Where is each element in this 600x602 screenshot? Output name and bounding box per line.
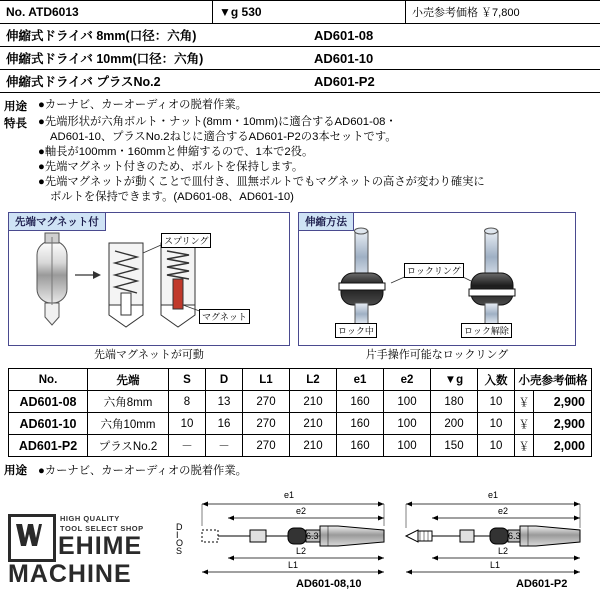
price-label: 小売参考価格 ￥7,800 [412, 7, 520, 19]
feature-line: ボルトを保持できます。(AD601-08、AD601-10) [50, 191, 294, 204]
logo-name-1: EHIME [58, 532, 143, 561]
cell-g: 150 [431, 435, 478, 457]
dim-l1: L1 [490, 560, 501, 571]
dim-o: O [176, 538, 184, 549]
spec-table [8, 368, 592, 457]
cell-l1: 270 [243, 391, 290, 413]
use-bottom-row [4, 462, 600, 478]
header-bar [0, 0, 600, 24]
cell-e1: 160 [337, 435, 384, 457]
cell-d: 16 [206, 413, 243, 435]
th-qty: 入数 [478, 369, 515, 391]
cell-e2: 100 [384, 413, 431, 435]
caption-right: 片手操作可能なロックリング [365, 349, 509, 362]
cell-e2: 100 [384, 435, 431, 457]
th-no: No. [9, 369, 88, 391]
cell-d: － [206, 435, 243, 457]
feature-line: ●先端形状が六角ボルト・ナット(8mm・10mm)に適合するAD601-08・ [38, 116, 397, 128]
label-spring: スプリング [161, 233, 211, 248]
logo-tagline-2: TOOL SELECT SHOP [60, 524, 144, 534]
panel-title: 先端マグネット付 [8, 212, 106, 231]
th-price: 小売参考価格 [515, 369, 592, 391]
dim-e2: e2 [296, 506, 307, 517]
logo [8, 498, 178, 589]
product-code: AD601-10 [314, 50, 374, 66]
cell-s: － [169, 435, 206, 457]
cell-g: 180 [431, 391, 478, 413]
cell-e2: 100 [384, 391, 431, 413]
caption-left: 先端マグネットが可動 [94, 349, 204, 362]
dim-l1: L1 [288, 560, 299, 571]
product-row [0, 47, 600, 70]
use-row [4, 98, 596, 114]
label-magnet: マグネット [199, 309, 250, 324]
drawing-area [0, 480, 600, 602]
dim-d: D [176, 522, 183, 533]
product-name: 伸縮式ドライバ プラスNo.2 [6, 75, 161, 89]
cell-l2: 210 [290, 435, 337, 457]
drawing-caption-2: AD601-P2 [516, 578, 568, 591]
cell-no: AD601-10 [9, 413, 88, 435]
dim-i: I [176, 530, 179, 541]
dim-e1: e1 [488, 490, 499, 501]
feature-row [4, 115, 596, 205]
product-number: No. ATD6013 [0, 1, 213, 23]
cell-yen: ￥ [515, 391, 534, 413]
cell-l2: 210 [290, 391, 337, 413]
th-g: ▼g [431, 369, 478, 391]
product-name: 伸縮式ドライバ 8mm(口径：六角) [6, 29, 197, 43]
drawing-ad601-p2 [398, 480, 596, 591]
th-l1: L1 [243, 369, 290, 391]
drawing-ad601-08-10 [176, 480, 398, 591]
cell-tip: 六角8mm [88, 391, 169, 413]
cell-price: 2,000 [534, 435, 592, 457]
description-block [0, 93, 600, 208]
use-bottom-label: 用途 [4, 465, 27, 478]
cell-qty: 10 [478, 391, 515, 413]
panel-extension-method [298, 212, 576, 346]
panel-title: 伸縮方法 [298, 212, 354, 231]
figure-panels [0, 208, 600, 346]
weight-value: ▼g 530 [213, 1, 406, 23]
feature-line: AD601-10、プラスNo.2ねじに適合するAD601-P2の3本セットです。 [50, 131, 397, 144]
cell-l1: 270 [243, 413, 290, 435]
logo-glyph-icon [14, 520, 44, 550]
table-header-row [9, 369, 592, 391]
use-bottom-text: ●カーナビ、カーオーディオの脱着作業。 [38, 465, 247, 478]
cell-s: 10 [169, 413, 206, 435]
th-tip: 先端 [88, 369, 169, 391]
dim-s: S [176, 546, 183, 557]
th-d: D [206, 369, 243, 391]
cell-tip: プラスNo.2 [88, 435, 169, 457]
label-lock-ring: ロックリング [404, 263, 464, 278]
cell-qty: 10 [478, 413, 515, 435]
feature-line: ●先端マグネット付きのため、ボルトを保持します。 [38, 161, 304, 174]
product-row [0, 70, 600, 93]
cell-no: AD601-P2 [9, 435, 88, 457]
panel-captions [0, 346, 600, 362]
table-row [9, 413, 592, 435]
dim-e2: e2 [498, 506, 509, 517]
dim-l2: L2 [498, 546, 509, 557]
cell-l1: 270 [243, 435, 290, 457]
cell-yen: ￥ [515, 435, 534, 457]
table-row [9, 435, 592, 457]
th-l2: L2 [290, 369, 337, 391]
cell-s: 8 [169, 391, 206, 413]
dim-6-3: 6.3 [306, 531, 319, 542]
use-label: 用途 [4, 101, 27, 113]
label-unlocked: ロック解除 [461, 323, 512, 338]
cell-price: 2,900 [534, 391, 592, 413]
drawing-caption-1: AD601-08,10 [296, 578, 362, 591]
cell-e1: 160 [337, 391, 384, 413]
cell-qty: 10 [478, 435, 515, 457]
cell-g: 200 [431, 413, 478, 435]
table-row [9, 391, 592, 413]
panel-tip-magnet [8, 212, 290, 346]
cell-l2: 210 [290, 413, 337, 435]
cell-tip: 六角10mm [88, 413, 169, 435]
label-locked: ロック中 [335, 323, 377, 338]
feature-line: ●軸長が100mm・160mmと伸縮するので、1本で2役。 [38, 146, 314, 159]
th-s: S [169, 369, 206, 391]
dim-6-3: 6.3 [508, 531, 521, 542]
th-e1: e1 [337, 369, 384, 391]
feature-line: ●先端マグネットが動くことで皿付き、皿無ボルトでもマグネットの高さが変わり確実に [38, 176, 485, 189]
dim-e1: e1 [284, 490, 295, 501]
cell-d: 13 [206, 391, 243, 413]
product-code: AD601-08 [314, 27, 374, 43]
cell-price: 2,900 [534, 413, 592, 435]
use-text: ●カーナビ、カーオーディオの脱着作業。 [38, 99, 247, 111]
dim-l2: L2 [296, 546, 307, 557]
th-e2: e2 [384, 369, 431, 391]
logo-tagline-1: HIGH QUALITY [60, 514, 120, 524]
product-name: 伸縮式ドライバ 10mm(口径：六角) [6, 52, 204, 66]
cell-no: AD601-08 [9, 391, 88, 413]
feature-text [38, 115, 596, 205]
product-code: AD601-P2 [314, 73, 375, 89]
feature-label: 特長 [4, 118, 27, 130]
cell-e1: 160 [337, 413, 384, 435]
cell-yen: ￥ [515, 413, 534, 435]
product-row [0, 24, 600, 47]
logo-name-2: MACHINE [8, 560, 132, 589]
